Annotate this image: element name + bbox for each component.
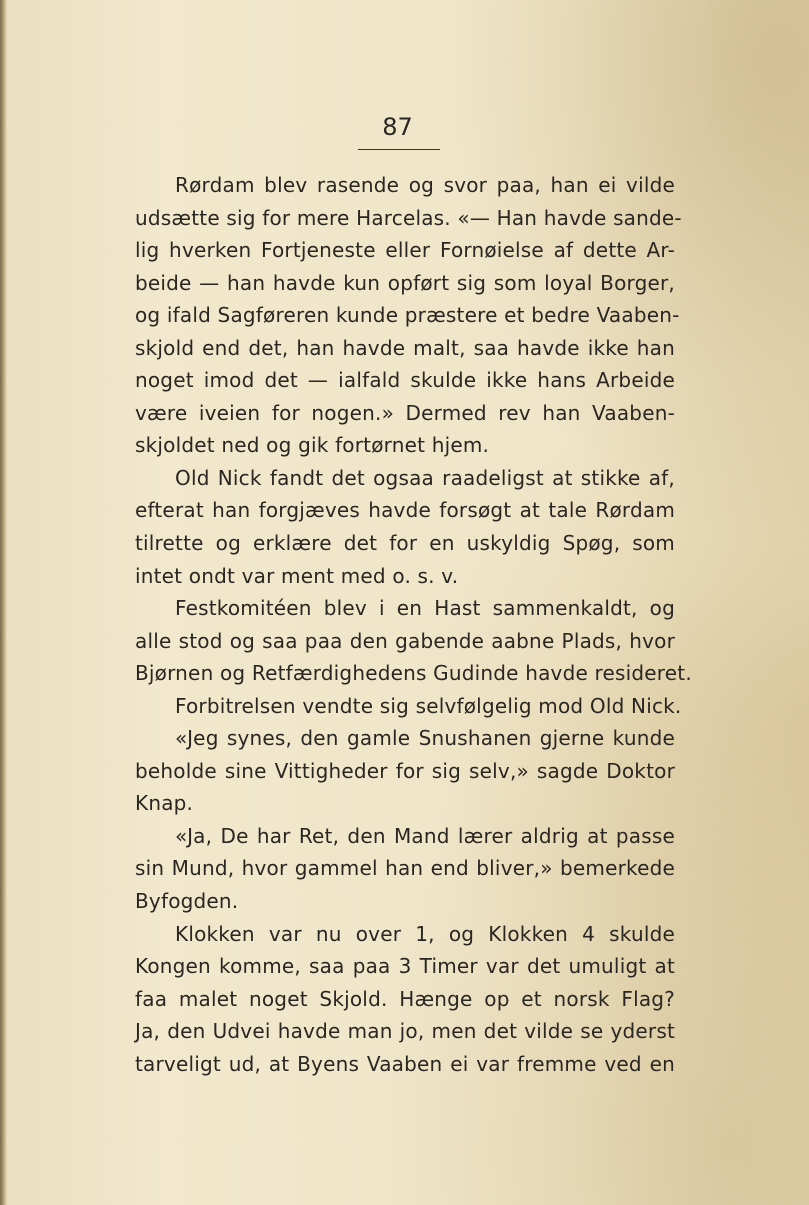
text-line: beide — han havde kun opført sig som loyal Borger, — [135, 270, 675, 295]
text-line: udsætte sig for mere Harcelas. «— Han havde sande- — [135, 205, 682, 230]
text-line: intet ondt var ment med o. s. v. — [135, 563, 459, 588]
text-line: Ja, den Udvei havde man jo, men det vilde se yderst — [135, 1019, 675, 1044]
text-line: og ifald Sagføreren kunde præstere et bedre Vaaben- — [135, 303, 680, 328]
text-line: alle stod og saa paa den gabende aabne Plads, hvor — [135, 628, 675, 653]
text-line: Byfogden. — [135, 889, 239, 914]
text-line: Festkomitéen blev i en Hast sammenkaldt, og — [175, 596, 675, 621]
page-binding-edge — [0, 0, 7, 1205]
text-line: Forbitrelsen vendte sig selvfølgelig mod Old Nick. — [175, 693, 682, 718]
text-line: tarveligt ud, at Byens Vaaben ei var fremme ved en — [135, 1051, 675, 1076]
text-line: «Ja, De har Ret, den Mand lærer aldrig at passe — [175, 823, 675, 848]
text-line: Rørdam blev rasende og svor paa, han ei vilde — [175, 173, 675, 197]
text-line: Old Nick fandt det ogsaa raadeligst at stikke af, — [175, 465, 675, 490]
text-line: efterat han forgjæves havde forsøgt at tale Rørdam — [135, 498, 675, 523]
text-line: beholde sine Vittigheder for sig selv,» sagde Doktor — [135, 758, 675, 783]
text-line: skjold end det, han havde malt, saa havde ikke han — [135, 335, 675, 360]
body-text — [135, 169, 692, 1080]
text-line: faa malet noget Skjold. Hænge op et norsk Flag? — [135, 986, 675, 1011]
text-line: Knap. — [135, 791, 194, 816]
text-line: tilrette og erklære det for en uskyldig Spøg, som — [135, 531, 675, 556]
text-line: være iveien for nogen.» Dermed rev han Vaaben- — [135, 400, 675, 425]
text-line: sin Mund, hvor gammel han end bliver,» bemerkede — [135, 856, 675, 881]
text-line: noget imod det — ialfald skulde ikke hans Arbeide — [135, 368, 675, 393]
text-line: Bjørnen og Retfærdighedens Gudinde havde resideret. — [135, 661, 692, 686]
text-line: Kongen komme, saa paa 3 Timer var det umuligt at — [135, 954, 675, 979]
text-line: Klokken var nu over 1, og Klokken 4 skulde — [175, 921, 675, 946]
text-line: lig hverken Fortjeneste eller Fornøielse af dette Ar- — [135, 238, 675, 263]
text-line: «Jeg synes, den gamle Snushanen gjerne kunde — [175, 726, 675, 751]
page-number: 87 — [382, 113, 413, 141]
page-number-rule — [358, 149, 440, 150]
text-line: skjoldet ned og gik fortørnet hjem. — [135, 433, 490, 458]
